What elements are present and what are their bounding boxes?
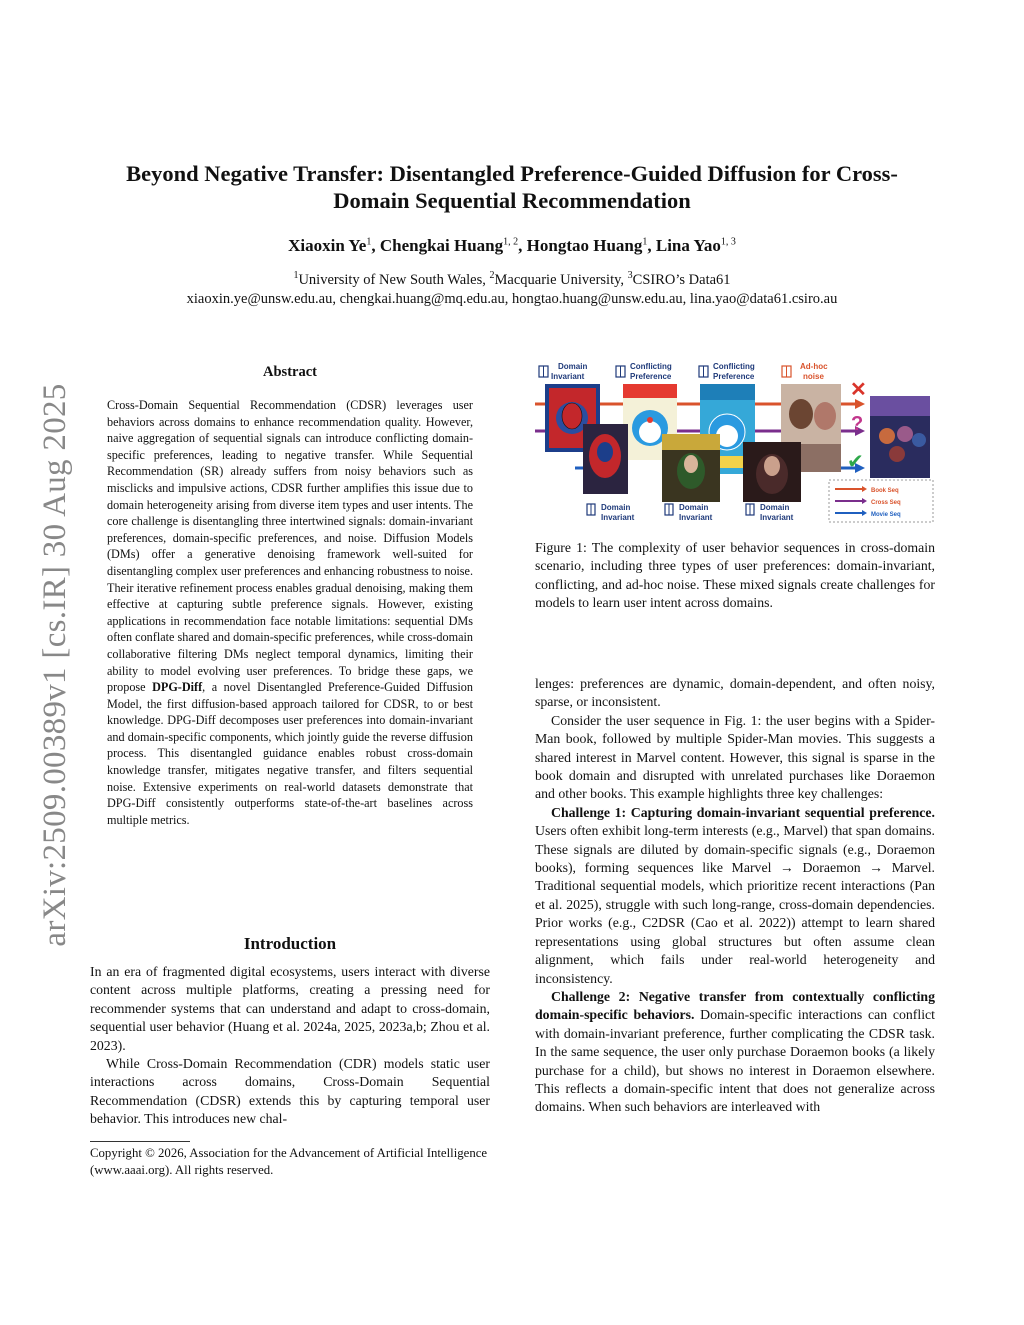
affiliations	[90, 266, 934, 309]
fig-label-domain-invariant: Domain	[558, 362, 588, 371]
author-name: Chengkai Huang	[379, 236, 504, 255]
abstract-heading: Abstract	[263, 364, 317, 380]
figure-1	[535, 356, 935, 528]
fig-label-domain-invariant: Domain	[601, 503, 631, 512]
figure-legend	[829, 480, 933, 522]
arxiv-identifier: arXiv:2509.00389v1 [cs.IR] 30 Aug 2025	[37, 383, 73, 947]
svg-text:Preference: Preference	[713, 372, 755, 381]
svg-text:Invariant: Invariant	[551, 372, 585, 381]
abstract-text: Cross-Domain Sequential Recommendation (CDSR) leverages user behaviors across domains to enhance recommendation quality. However, naive aggregation of sequential signals can introduce conflicting domain-specific preferences, leading to negative transfer. While Sequential Recommendation (SR) already suffers from noisy behaviors such as misclicks and impulsive actions, CDSR further amplifies this issue due to domain heterogeneity arising from diverse item types and user intents. The core challenge is disentangling three intertwined signals: domain-invariant preferences, domain-specific preferences, and noise. Diffusion Models (DMs) offer a generative denoising framework well-suited for disentangling complex user preferences and enhancing robustness to noise. Their iterative refinement process enables gradual denoising, making them effective at capturing subtle preference signals. However, existing applications in recommendation face notable limitations: sequential DMs often conflate shared and domain-specific preferences, while cross-domain collaborative filtering DMs neglect temporal dynamics, limiting their ability to model evolving user preferences. To bridge these gaps, we propose DPG-Diff, a novel Disentangled Preference-Guided Diffusion Model, the first diffusion-based approach tailored for CDSR, to or best knowledge. DPG-Diff decomposes user preferences into domain-invariant and domain-specific components, which jointly guide the reverse diffusion process. This disentangled guidance enables robust cross-domain knowledge transfer, mitigates negative transfer, and filters sequential noise. Extensive experiments on real-world datasets demonstrate that DPG-Diff consistently outperforms state-of-the-art baselines across multiple metrics.	[107, 398, 473, 827]
loki-movie-poster	[662, 434, 720, 502]
fig-label-domain-invariant: Domain	[679, 503, 709, 512]
figure-caption: Figure 1: The complexity of user behavior sequences in cross-domain scenario, including three types of user preferences: domain-invariant, conflicting, and ad-hoc noise. These mixed signals create challenges for models to learn user intent across domains.	[535, 540, 935, 611]
author-name: Lina Yao	[655, 236, 721, 255]
book-icon	[746, 504, 754, 515]
book-icon	[699, 366, 708, 377]
legend-book-seq: Book Seq	[871, 488, 899, 494]
paragraph: In an era of fragmented digital ecosystems, users interact with diverse content across multiple platforms, creating a pressing need for recommender systems that can understand and adapt to cross-domain, sequential user behavior (Huang et al. 2024a, 2025, 2023a,b; Zhou et al. 2023).	[90, 964, 490, 1053]
avengers-movie-poster	[870, 396, 930, 478]
paragraph: lenges: preferences are dynamic, domain-dependent, and often noisy, sparse, or inconsistent.	[535, 676, 935, 710]
wrong-mark-icon: ✕	[850, 379, 867, 401]
paragraph: While Cross-Domain Recommendation (CDR) models static user interactions across domains, Cross-Domain Sequential Recommendation (CDSR) extends this by capturing temporal user behavior. This introduces new chal-	[90, 1056, 490, 1127]
affiliation-line: $^1$University of New South Wales, $^2$Macquarie University, $^3$CSIRO’s Data61	[293, 270, 731, 288]
footnote-rule	[90, 1141, 190, 1142]
author-name: Xiaoxin Ye	[288, 236, 367, 255]
fig-label-conflicting: Conflicting	[713, 362, 755, 371]
paragraph: Consider the user sequence in Fig. 1: the user begins with a Spider-Man book, followed by multiple Spider-Man movies. This suggests a shared interest in Marvel content. However, this signal is sparse in the book domain and disrupted with unrelated purchases like Doraemon and other books. This example highlights three key challenges:	[535, 712, 935, 802]
author-list: Xiaoxin Ye$^1$, Chengkai Huang$^{1, 2}$, Hongtao Huang$^1$, Lina Yao$^{1, 3}$	[288, 236, 736, 255]
challenge-2-paragraph: Challenge 2: Negative transfer from contextually conflicting domain-specific behaviors. Domain-specific interactions can conflict with domain-invariant preference, further complicating the CDSR task. In the same sequence, the user only purchase Doraemon books (a likely purchase for a child), but shows no interest in Doraemon elsewhere. This reflects a domain-specific intent that does not generalize across domains. When such behaviors are interleaved with	[535, 988, 936, 1115]
question-mark-icon: ?	[851, 413, 864, 435]
book-icon	[539, 366, 548, 377]
right-column-text	[535, 675, 935, 1117]
svg-text:Invariant: Invariant	[760, 513, 794, 522]
spiderman-movie-poster	[583, 424, 628, 494]
legend-cross-seq: Cross Seq	[871, 500, 901, 506]
book-icon	[587, 504, 595, 515]
svg-text:noise: noise	[803, 372, 824, 381]
book-icon	[782, 366, 791, 377]
introduction-text	[90, 963, 490, 1129]
book-icon	[616, 366, 625, 377]
fig-label-domain-invariant: Domain	[760, 503, 790, 512]
book-icon	[665, 504, 673, 515]
svg-text:Preference: Preference	[630, 372, 672, 381]
movie-poster-dark	[743, 442, 801, 502]
author-emails: xiaoxin.ye@unsw.edu.au, chengkai.huang@mq.edu.au, hongtao.huang@unsw.edu.au, lina.yao@data61.csiro.au	[186, 290, 838, 307]
copyright-footnote: Copyright © 2026, Association for the Advancement of Artificial Intelligence (www.aaai.org). All rights reserved.	[90, 1146, 488, 1177]
legend-movie-seq: Movie Seq	[871, 512, 901, 518]
svg-text:Invariant: Invariant	[679, 513, 713, 522]
fig-label-adhoc-noise: Ad-hoc	[800, 362, 828, 371]
author-name: Hongtao Huang	[526, 236, 643, 255]
paper-title: Beyond Negative Transfer: Disentangled Preference-Guided Diffusion for Cross-Domain Sequential Recommendation	[126, 161, 898, 213]
svg-text:Invariant: Invariant	[601, 513, 635, 522]
fig-label-conflicting: Conflicting	[630, 362, 672, 371]
check-mark-icon: ✔	[847, 449, 864, 473]
challenge-1-paragraph: Challenge 1: Capturing domain-invariant sequential preference. Users often exhibit long-term interests (e.g., Marvel) that span domains. These signals are diluted by domain-specific signals (e.g., Doraemon books), forming sequences like Marvel → Doraemon → Marvel. Traditional sequential models, which prioritize recent interactions (Pan et al. 2025), struggle with such long-range, cross-domain dependencies. Prior works (e.g., C2DSR (Cao et al. 2022)) attempt to learn shared representations using global structures but often assume clean alignment, which fails under real-world heterogeneity and inconsistency.	[535, 804, 935, 986]
introduction-heading: Introduction	[243, 934, 337, 953]
